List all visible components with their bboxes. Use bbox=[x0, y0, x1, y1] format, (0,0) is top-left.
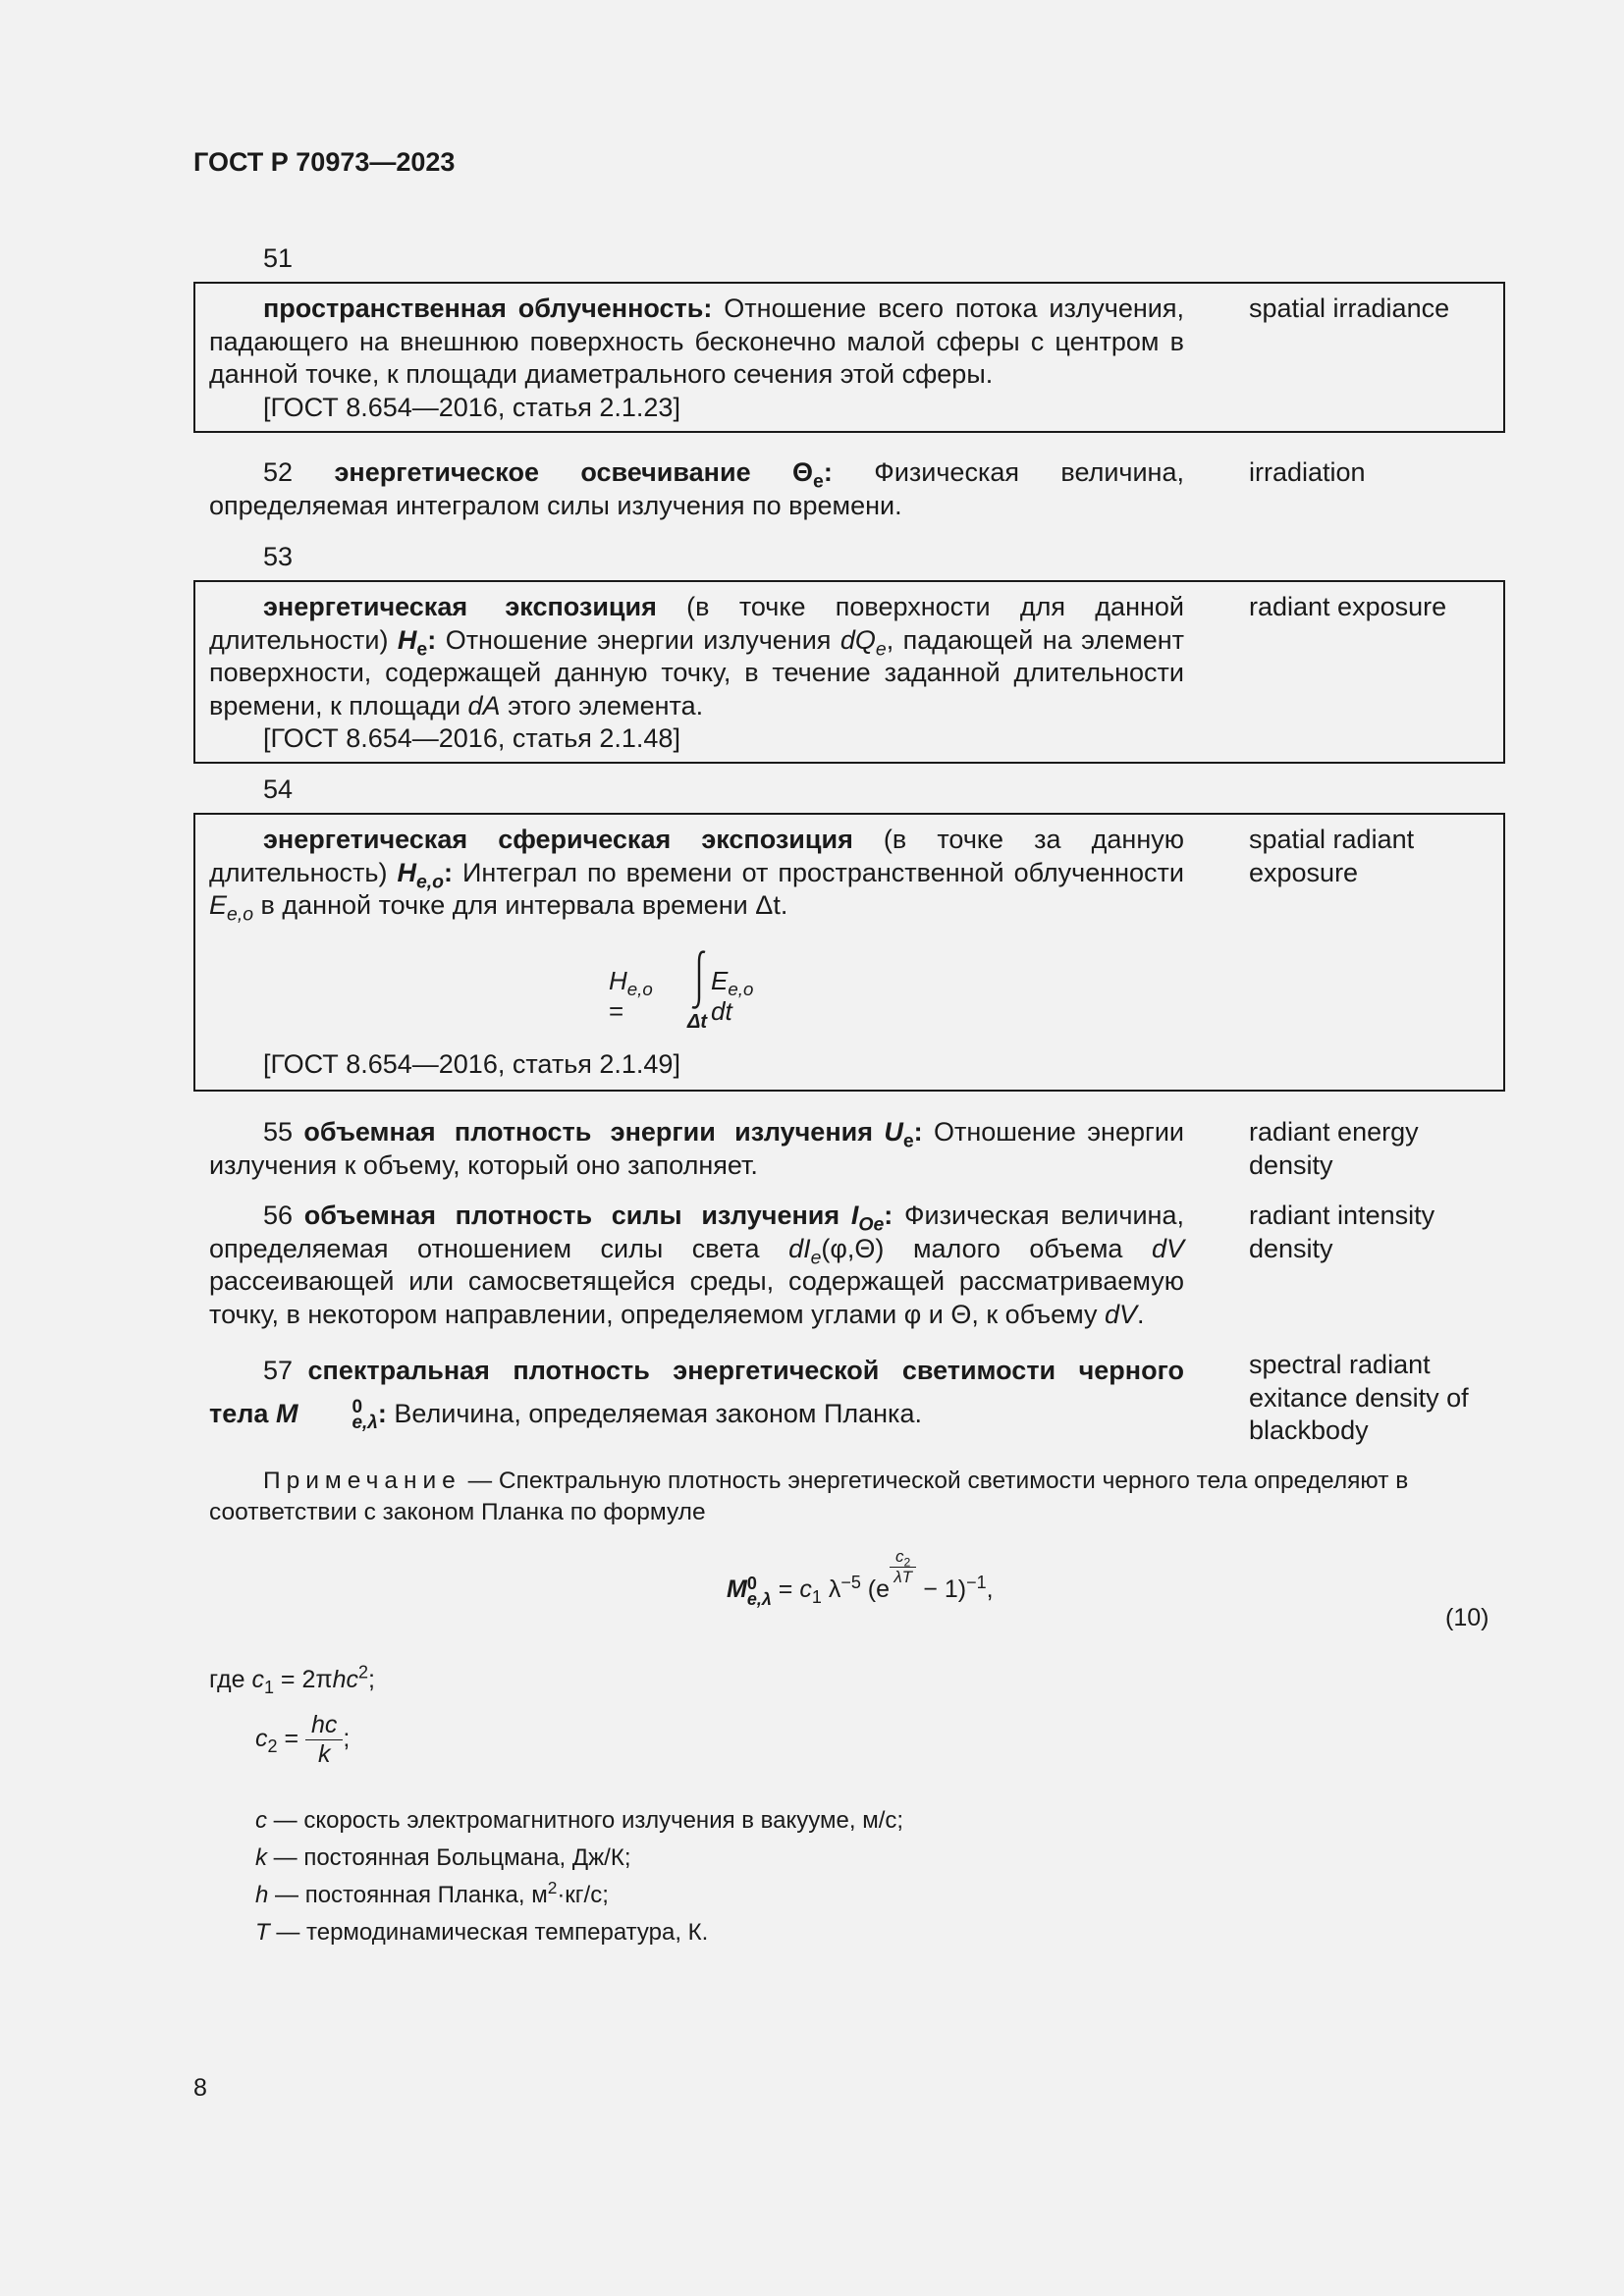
eq-tail: − 1) bbox=[916, 1575, 967, 1604]
formula-54-lhs-symbol: H bbox=[609, 966, 627, 995]
symbol-52-sub: e bbox=[813, 470, 824, 493]
note bbox=[209, 1466, 1490, 1528]
entry-number-57: 57 bbox=[263, 1356, 294, 1385]
term-57: спектральная плотность энергетической светимости черного тела bbox=[209, 1356, 1184, 1428]
term-51: пространственная облученность: bbox=[263, 294, 713, 323]
where-c2-den: k bbox=[317, 1740, 331, 1768]
definition-h bbox=[255, 1877, 903, 1914]
where-c1-var: c bbox=[251, 1666, 264, 1693]
entry-56-text: 56 объемная плотность силы излучения $I_{Oe}$: Физическая величина, определяемая отношением силы света $dI_e(\varphi,\Theta)$ малого объема dV рассеивающей или самосветящейся среды, содержащей рассматриваемую точку, в некотором направлении, определяемом углами φ и Θ, к объему dV. bbox=[209, 1201, 1184, 1329]
eq-open: (e bbox=[860, 1575, 891, 1604]
definition-h-text: — постоянная Планка, м bbox=[268, 1882, 548, 1908]
definition-k-symbol: k bbox=[255, 1844, 267, 1871]
eq-tail-exp: −1 bbox=[966, 1572, 987, 1592]
where-label: где bbox=[209, 1666, 252, 1693]
var-dt: Δt bbox=[755, 890, 781, 920]
symbol-53-sub: e bbox=[416, 637, 428, 660]
symbol-57-sub: e,λ bbox=[352, 1412, 378, 1433]
where-c2-end: ; bbox=[343, 1725, 351, 1753]
var-e: E bbox=[209, 890, 228, 920]
text-56-args: (φ,Θ) bbox=[821, 1233, 885, 1263]
where-c2-var: c bbox=[255, 1725, 268, 1753]
term-55: объемная плотность энергии излучения bbox=[303, 1117, 873, 1147]
equation-10 bbox=[727, 1547, 994, 1611]
symbol-55: U bbox=[884, 1117, 903, 1147]
var-e-sub: e,o bbox=[227, 903, 254, 926]
english-term-56: radiant intensity density bbox=[1249, 1201, 1435, 1263]
eq-lambda-exp: −5 bbox=[840, 1572, 861, 1592]
definition-h-unit-sup: 2 bbox=[547, 1878, 558, 1897]
text-56-a: Физическая величина, определяемая отношением силы света bbox=[209, 1201, 1184, 1263]
definition-51: Отношение всего потока излучения, падающего на внешнюю поверхность бесконечно малой сферы с центром в данной точке, к площади диаметрального сечения этой сферы. bbox=[209, 294, 1184, 389]
text-53-b: Отношение энергии излучения bbox=[436, 624, 840, 655]
formula-54-limit: Δt bbox=[687, 1011, 708, 1033]
var-da: dA bbox=[467, 690, 501, 721]
formula-54-e-sub: e,o bbox=[728, 979, 754, 1000]
symbol-52: Θ bbox=[792, 457, 814, 487]
definition-h-symbol: h bbox=[255, 1882, 269, 1908]
english-term-53: radiant exposure bbox=[1249, 592, 1447, 621]
entry-number-56: 56 bbox=[263, 1201, 294, 1230]
definition-t-text: — термодинамическая температура, К. bbox=[269, 1919, 709, 1946]
source-53: [ГОСТ 8.654—2016, статья 2.1.48] bbox=[263, 723, 680, 753]
symbol-53: H bbox=[397, 624, 417, 655]
text-56-c: рассеивающей или самосветящейся среды, содержащей рассматриваемую точку, в некотором направлении, определяемом углами φ и Θ, к объему bbox=[209, 1266, 1184, 1329]
formula-54-lhs bbox=[609, 966, 653, 1027]
text-54-b: Интеграл по времени от пространственной облученности bbox=[453, 857, 1185, 887]
symbol-56: I bbox=[850, 1201, 859, 1230]
term-56: объемная плотность силы излучения bbox=[303, 1201, 840, 1230]
source-54-wrap bbox=[209, 1048, 1184, 1082]
term-54: энергетическая сферическая экспозиция bbox=[263, 825, 853, 854]
entry-57-text: 57 спектральная плотность энергетической светимости черного тела M 0 e,λ : Величина, определяемая законом Планка. bbox=[209, 1356, 1184, 1433]
page-number: 8 bbox=[193, 2074, 207, 2102]
where-c1 bbox=[209, 1662, 375, 1697]
text-53-d: этого элемента. bbox=[500, 690, 704, 721]
formula-54-lhs-sub: e,o bbox=[626, 979, 653, 1000]
var-di-sub: e bbox=[810, 1246, 822, 1268]
text-54-a: (в точке за данную длительность) bbox=[209, 825, 1184, 887]
entry-number-51: 51 bbox=[263, 243, 294, 273]
text-56-d: . bbox=[1137, 1299, 1145, 1329]
formula-54-integrand bbox=[711, 966, 753, 1027]
eq-lhs-sup: 0 bbox=[746, 1573, 757, 1593]
formula-54-e: E bbox=[711, 966, 729, 995]
symbol-54: H bbox=[397, 857, 416, 887]
symbol-56-sub: Oe bbox=[858, 1213, 885, 1236]
term-53: энергетическая экспозиция bbox=[263, 592, 657, 621]
formula-54-dt: dt bbox=[711, 996, 732, 1026]
source-51: [ГОСТ 8.654—2016, статья 2.1.23] bbox=[263, 392, 680, 422]
english-term-54: spatial radiant exposure bbox=[1249, 825, 1415, 887]
eq-lhs: M bbox=[727, 1575, 747, 1604]
eq-c1: c bbox=[799, 1575, 812, 1604]
var-dv-2: dV bbox=[1105, 1299, 1138, 1329]
note-text: — Спектральную плотность энергетической светимости черного тела определяют в соответствии с законом Планка по формуле bbox=[209, 1468, 1409, 1525]
entry-number-53: 53 bbox=[263, 542, 294, 571]
entry-53-text: энергетическая экспозиция (в точке поверхности для данной длительности) $H_e$: Отношение энергии излучения $dQ_e$, падающей на элемент поверхности, содержащей данную точку, в течение заданной длительности времени, к площади dA этого элемента. [ГОСТ 8.654—2016, статья 2.1.48] bbox=[209, 591, 1184, 756]
var-dv: dV bbox=[1151, 1233, 1184, 1263]
english-term-57: spectral radiant exitance density of blackbody bbox=[1249, 1350, 1469, 1445]
var-dq: dQ bbox=[839, 624, 876, 655]
eq-equals: = bbox=[771, 1575, 800, 1604]
definition-55: Отношение энергии излучения к объему, который оно заполняет. bbox=[209, 1117, 1184, 1180]
definition-52: Физическая величина, определяемая интегралом силы излучения по времени. bbox=[209, 457, 1184, 520]
eq-exp-num: c bbox=[895, 1547, 904, 1566]
where-c1-exp: 2 bbox=[358, 1662, 369, 1682]
text-54-d: . bbox=[780, 890, 788, 920]
symbol-54-sub: e,o bbox=[415, 870, 445, 892]
english-term-52: irradiation bbox=[1249, 457, 1366, 487]
definition-k bbox=[255, 1840, 903, 1877]
symbol-55-sub: e bbox=[902, 1130, 914, 1152]
symbol-57: M bbox=[275, 1399, 298, 1428]
definition-t-symbol: T bbox=[255, 1919, 270, 1946]
entry-number-54: 54 bbox=[263, 774, 294, 804]
document-header: ГОСТ Р 70973—2023 bbox=[193, 147, 456, 177]
where-c2-sub: 2 bbox=[267, 1736, 278, 1757]
definition-c-text: — скорость электромагнитного излучения в вакууме, м/с; bbox=[267, 1807, 904, 1834]
definition-c-symbol: c bbox=[255, 1807, 267, 1834]
entry-number-52: 52 bbox=[263, 457, 294, 487]
term-52: энергетическое освечивание bbox=[334, 457, 751, 487]
where-c1-end: ; bbox=[368, 1666, 375, 1693]
note-label: Примечание bbox=[263, 1468, 461, 1494]
eq-comma: , bbox=[986, 1575, 994, 1604]
english-term-51: spatial irradiance bbox=[1249, 294, 1450, 323]
definition-c bbox=[255, 1802, 903, 1840]
where-c2 bbox=[255, 1711, 350, 1769]
where-c2-eq: = bbox=[277, 1725, 306, 1753]
eq-exp-num-sub: 2 bbox=[903, 1555, 911, 1570]
eq-lambda: λ bbox=[821, 1575, 841, 1604]
text-53-a: (в точке поверхности для данной длительности) bbox=[209, 592, 1184, 655]
eq-lhs-sub: e,λ bbox=[746, 1588, 772, 1609]
entry-number-55: 55 bbox=[263, 1117, 294, 1147]
definition-h-unit-rest: ·кг/с; bbox=[557, 1882, 609, 1908]
entry-52-text: 52 энергетическое освечивание $\Theta_e$: Физическая величина, определяемая интегралом силы излучения по времени. bbox=[209, 457, 1184, 520]
symbol-definitions bbox=[255, 1802, 903, 1951]
where-c1-hc: hc bbox=[332, 1666, 359, 1693]
var-dq-sub: e bbox=[875, 637, 887, 660]
symbol-57-sup: 0 bbox=[352, 1396, 363, 1417]
where-c1-eq: = 2π bbox=[273, 1666, 333, 1693]
definition-k-text: — постоянная Больцмана, Дж/К; bbox=[267, 1844, 631, 1871]
entry-55-text: 55 объемная плотность энергии излучения $U_e$: Отношение энергии излучения к объему, который оно заполняет. bbox=[209, 1117, 1184, 1180]
text-53-c: , падающей на элемент поверхности, содержащей данную точку, в течение заданной длительности времени, к площади bbox=[209, 624, 1184, 721]
integral-sign-icon bbox=[689, 948, 709, 1011]
where-c1-sub: 1 bbox=[263, 1678, 274, 1697]
var-di: dI bbox=[788, 1233, 811, 1263]
entry-51-text bbox=[209, 293, 1184, 424]
eq-exponent-fraction bbox=[890, 1547, 916, 1587]
source-54: [ГОСТ 8.654—2016, статья 2.1.49] bbox=[263, 1049, 680, 1079]
entry-54-text: энергетическая сферическая экспозиция (в точке за данную длительность) $H_{e,o}$: Интеграл по времени от пространственной облученности $E_{e,o}$ в данной точке для интервала времени Δt. bbox=[209, 825, 1185, 926]
equation-number: (10) bbox=[1445, 1604, 1489, 1631]
text-56-b: малого объема bbox=[884, 1233, 1152, 1263]
text-54-c: в данной точке для интервала времени bbox=[253, 890, 756, 920]
eq-c1-sub: 1 bbox=[811, 1587, 822, 1608]
where-c2-fraction bbox=[305, 1711, 343, 1769]
formula-54-equals: = bbox=[609, 996, 624, 1026]
definition-57: Величина, определяемая законом Планка. bbox=[386, 1399, 922, 1428]
where-c2-num: hc bbox=[311, 1711, 338, 1738]
english-term-55: radiant energy density bbox=[1249, 1117, 1419, 1180]
eq-exp-den: λT bbox=[893, 1568, 913, 1586]
definition-t bbox=[255, 1914, 903, 1951]
